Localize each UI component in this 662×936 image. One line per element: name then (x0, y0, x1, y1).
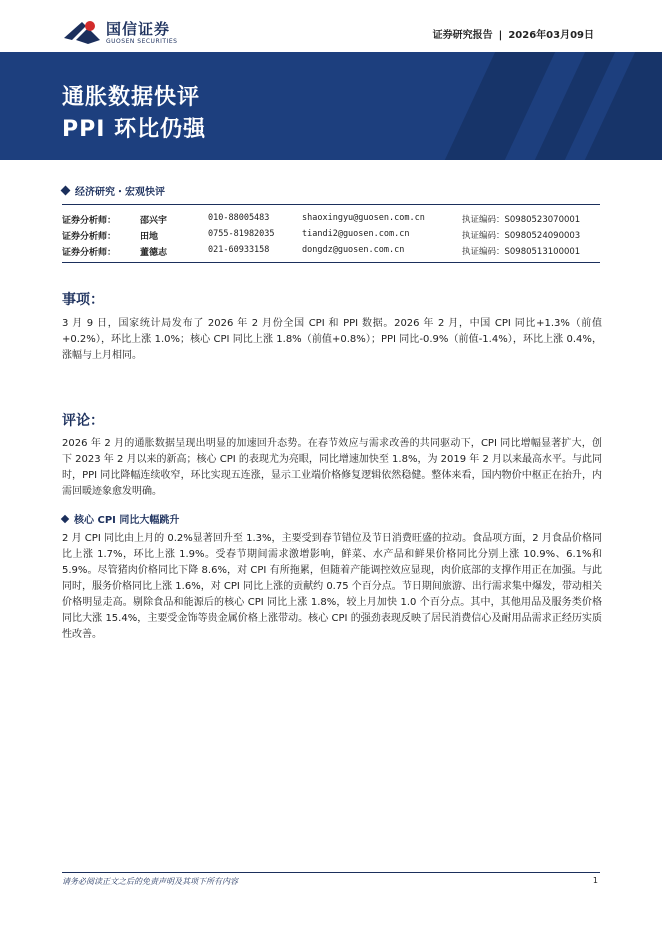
section-title-event: 事项： (62, 292, 104, 308)
analyst-cert: 执证编码：S0980524090003 (462, 231, 581, 241)
analyst-email[interactable]: shaoxingyu@guosen.com.cn (302, 213, 425, 223)
analyst-role: 证券分析师： (62, 232, 117, 242)
logo-name-en: GUOSEN SECURITIES (106, 38, 178, 45)
company-logo (62, 16, 212, 48)
analyst-name: 董德志 (140, 248, 168, 258)
report-subtitle: PPI 环比仍强 (62, 117, 207, 142)
report-category (62, 183, 165, 198)
report-date: 2026年03月09日 (508, 30, 594, 41)
analyst-name: 田地 (140, 232, 159, 242)
analyst-email[interactable]: dongdz@guosen.com.cn (302, 245, 405, 255)
analyst-phone: 0755-81982035 (208, 229, 275, 239)
section-title-comment: 评论： (62, 413, 104, 429)
analyst-phone: 010-88005483 (208, 213, 270, 223)
analyst-table (62, 213, 602, 261)
report-type: 证券研究报告 (432, 30, 493, 41)
page-number: 1 (592, 876, 598, 885)
report-category-label: 经济研究・宏观快评 (75, 187, 165, 198)
analyst-row (62, 245, 602, 261)
analyst-row (62, 229, 602, 245)
comment-paragraph: 2026 年 2 月的通胀数据呈现出明显的加速回升态势。在春节效应与需求改善的共同驱动下，CPI 同比增幅显著扩大，创下 2023 年 2 月以来的新高；核心 CPI 的表现尤为亮眼，同比增速加快至 1.8%，为 2019 年 2 月以来最高水平。与此同时，PPI 同比降幅连续收窄，环比实现五连涨，显示工业端价格修复逻辑依然稳健。整体来看，国内物价中枢正在抬升，内需回暖迹象愈发明确。 (62, 438, 602, 497)
logo-name-cn: 国信证券 (106, 20, 171, 38)
report-title: 通胀数据快评 (62, 85, 201, 110)
analyst-phone: 021-60933158 (208, 245, 270, 255)
diamond-bullet-icon (61, 186, 71, 196)
header-separator: | (498, 30, 503, 41)
divider (62, 262, 600, 263)
subsection-paragraph: 2 月 CPI 同比由上月的 0.2%显著回升至 1.3%，主要受到春节错位及节日消费旺盛的拉动。食品项方面，2 月食品价格同比上涨 1.7%，环比上涨 1.9%。受春节期间需求激增影响，鲜菜、水产品和鲜果价格同比分别上涨 10.9%、6.1%和 5.9%。尽管猪肉价格同比下降 8.6%，对 CPI 有所拖累，但随着产能调控效应显现，肉价底部的支撑作用正在加强。与此同时，服务价格同比上涨 1.6%，对 CPI 同比上涨的贡献约 0.75 个百分点。节日期间旅游、出行需求集中爆发，带动相关价格明显走高。剔除食品和能源后的核心 CPI 同比上涨 1.8%，较上月加快 1.0 个百分点。其中，其他用品及服务类价格同比大涨 15.4%，主要受金饰等贵金属价格上涨带动。核心 CPI 的强劲表现反映了居民消费信心及耐用品需求正经历实质性改善。 (62, 533, 602, 640)
guosen-logo-icon (62, 18, 102, 46)
analyst-role: 证券分析师： (62, 248, 117, 258)
banner-stripe (445, 52, 555, 160)
analyst-role: 证券分析师： (62, 216, 117, 226)
subsection-title: 核心 CPI 同比大幅跳升 (74, 515, 180, 526)
report-meta (433, 26, 594, 41)
analyst-email[interactable]: tiandi2@guosen.com.cn (302, 229, 410, 239)
analyst-row (62, 213, 602, 229)
diamond-bullet-icon (61, 515, 69, 523)
analyst-cert: 执证编码：S0980523070001 (462, 215, 581, 225)
title-banner (0, 52, 662, 160)
analyst-cert: 执证编码：S0980513100001 (462, 247, 581, 257)
event-paragraph: 3 月 9 日，国家统计局发布了 2026 年 2 月份全国 CPI 和 PPI 数据。2026 年 2 月，中国 CPI 同比+1.3%（前值+0.2%），环比上涨 1.0%；核心 CPI 同比上涨 1.8%（前值+0.8%）；PPI 同比-0.9%（前值-1.4%），环比上涨 0.4%，涨幅与上月相同。 (62, 318, 602, 361)
analyst-name: 邵兴宇 (140, 216, 168, 226)
footer-divider (62, 872, 600, 873)
subsection-heading (62, 511, 179, 526)
divider (62, 204, 600, 205)
disclaimer-note: 请务必阅读正文之后的免责声明及其项下所有内容 (62, 877, 238, 886)
